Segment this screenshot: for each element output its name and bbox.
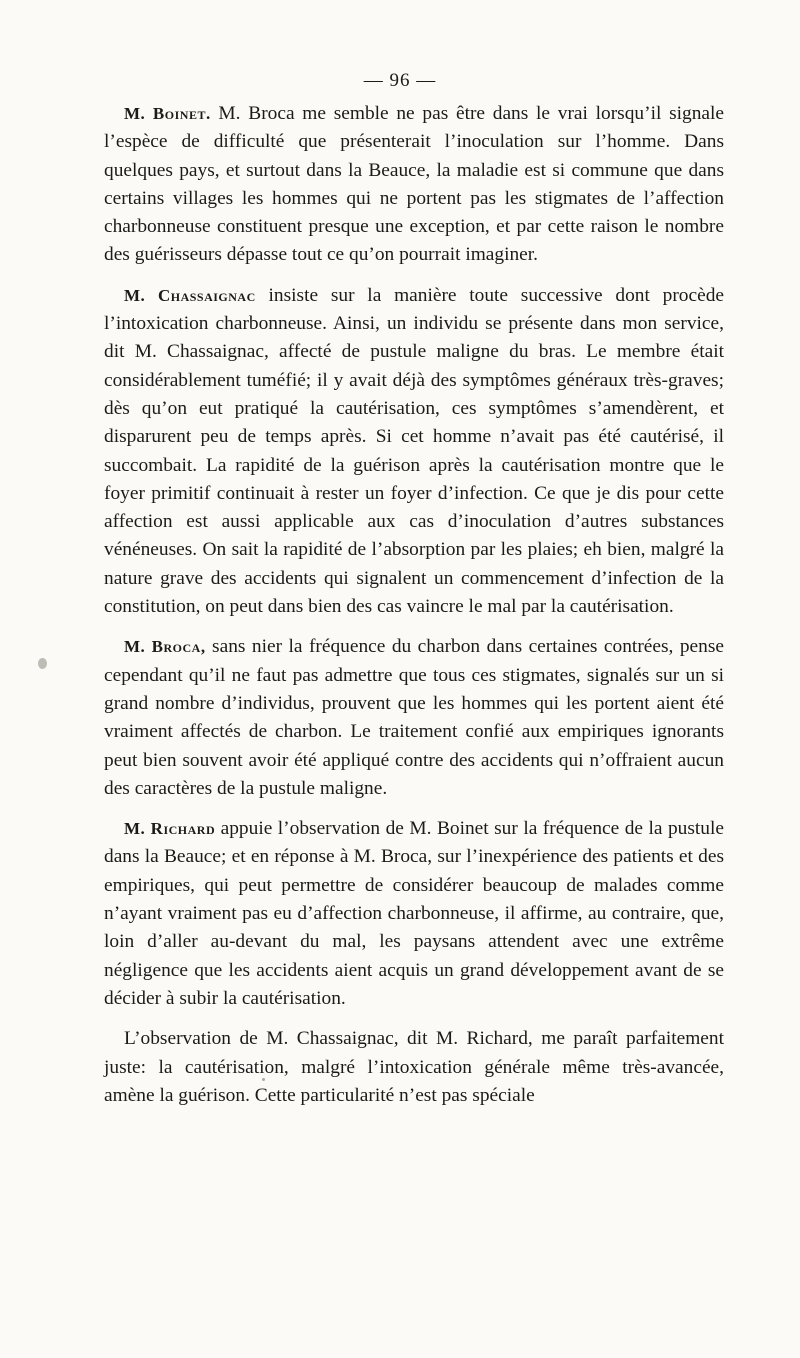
speaker-name: M. Chassaignac [124, 285, 256, 305]
paragraph-text: insiste sur la manière toute successive dont procède l’intoxication charbonneuse. Ainsi, un individu se présente dans mon service, dit M. Chassaignac, affecté de pustule maligne du bras. Le membre était considérablement tuméfié; il y avait déjà des symptômes généraux très-graves; dès qu’on eut pratiqué la cautérisation, ces symptômes s’amendèrent, et disparurent peu de temps après. Si cet homme n’avait pas été cautérisé, il succombait. La rapidité de la guérison après la cautérisation montre que le foyer primitif continuait à rester un foyer d’infection. Ce que je dis pour cette affection est aussi applicable aux cas d’inoculation d’autres substances vénéneuses. On sait la rapidité de l’absorption par les plaies; eh bien, malgré la nature grave des accidents qui signalent un commencement d’infection de la constitution, on peut dans bien des cas vaincre le mal par la cautérisation. [104, 284, 725, 618]
speaker-name: M. Richard [124, 819, 216, 839]
paragraph-text: appuie l’observation de M. Boinet sur la fréquence de la pustule dans la Beauce; et en réponse à M. Broca, sur l’inexpérience des patients et des empiriques, qui peut permettre de considérer beaucoup de malades comme n’ayant vraiment pas eu d’affection charbonneuse, il affirme, au contraire, que, loin d’aller au-devant du mal, les paysans attendent avec une extrême négligence que les accidents aient acquis un grand développement avant de se décider à subir la cautérisation. [104, 818, 724, 1009]
ink-spot-decoration [38, 658, 47, 669]
ink-spot-decoration [262, 1078, 265, 1081]
paragraph-text: M. Broca me semble ne pas être dans le vrai lorsqu’il signale l’espèce de difficulté que présenterait l’inoculation sur l’homme. Dans quelques pays, et surtout dans la Beauce, la maladie est si commune que dans certains villages les hommes qui ne portent pas les stigmates de l’affection charbonneuse constituent presque une exception, et par cette raison le nombre des guérisseurs dépasse tout ce qu’on pourrait imaginer. [104, 103, 725, 266]
paragraph-broca [104, 633, 724, 803]
paragraph-boinet [104, 100, 724, 270]
paragraph-chassaignac [104, 282, 724, 622]
paragraph-text: sans nier la fréquence du charbon dans certaines contrées, pense cependant qu’il ne faut pas admettre que tous ces stigmates, signalés sur un si grand nombre d’individus, prouvent que les hommes qui les portent aient été vraiment affectés de charbon. Le traitement confié aux empiriques ignorants peut bien souvent avoir été appliqué contre des accidents qui n’offraient aucun des caractères de la pustule maligne. [104, 636, 724, 799]
paragraph-richard-continued [104, 1025, 724, 1110]
speaker-name: M. Broca, [124, 637, 206, 657]
body-text [104, 100, 724, 1122]
paragraph-richard [104, 815, 724, 1013]
page-number: — 96 — [363, 70, 437, 91]
paragraph-text: L’observation de M. Chassaignac, dit M. Richard, me paraît parfaitement juste: la cautérisation, malgré l’intoxication générale même très-avancée, amène la guérison. Cette particularité n’est pas spéciale [104, 1028, 724, 1106]
speaker-name: M. Boinet. [124, 104, 211, 123]
